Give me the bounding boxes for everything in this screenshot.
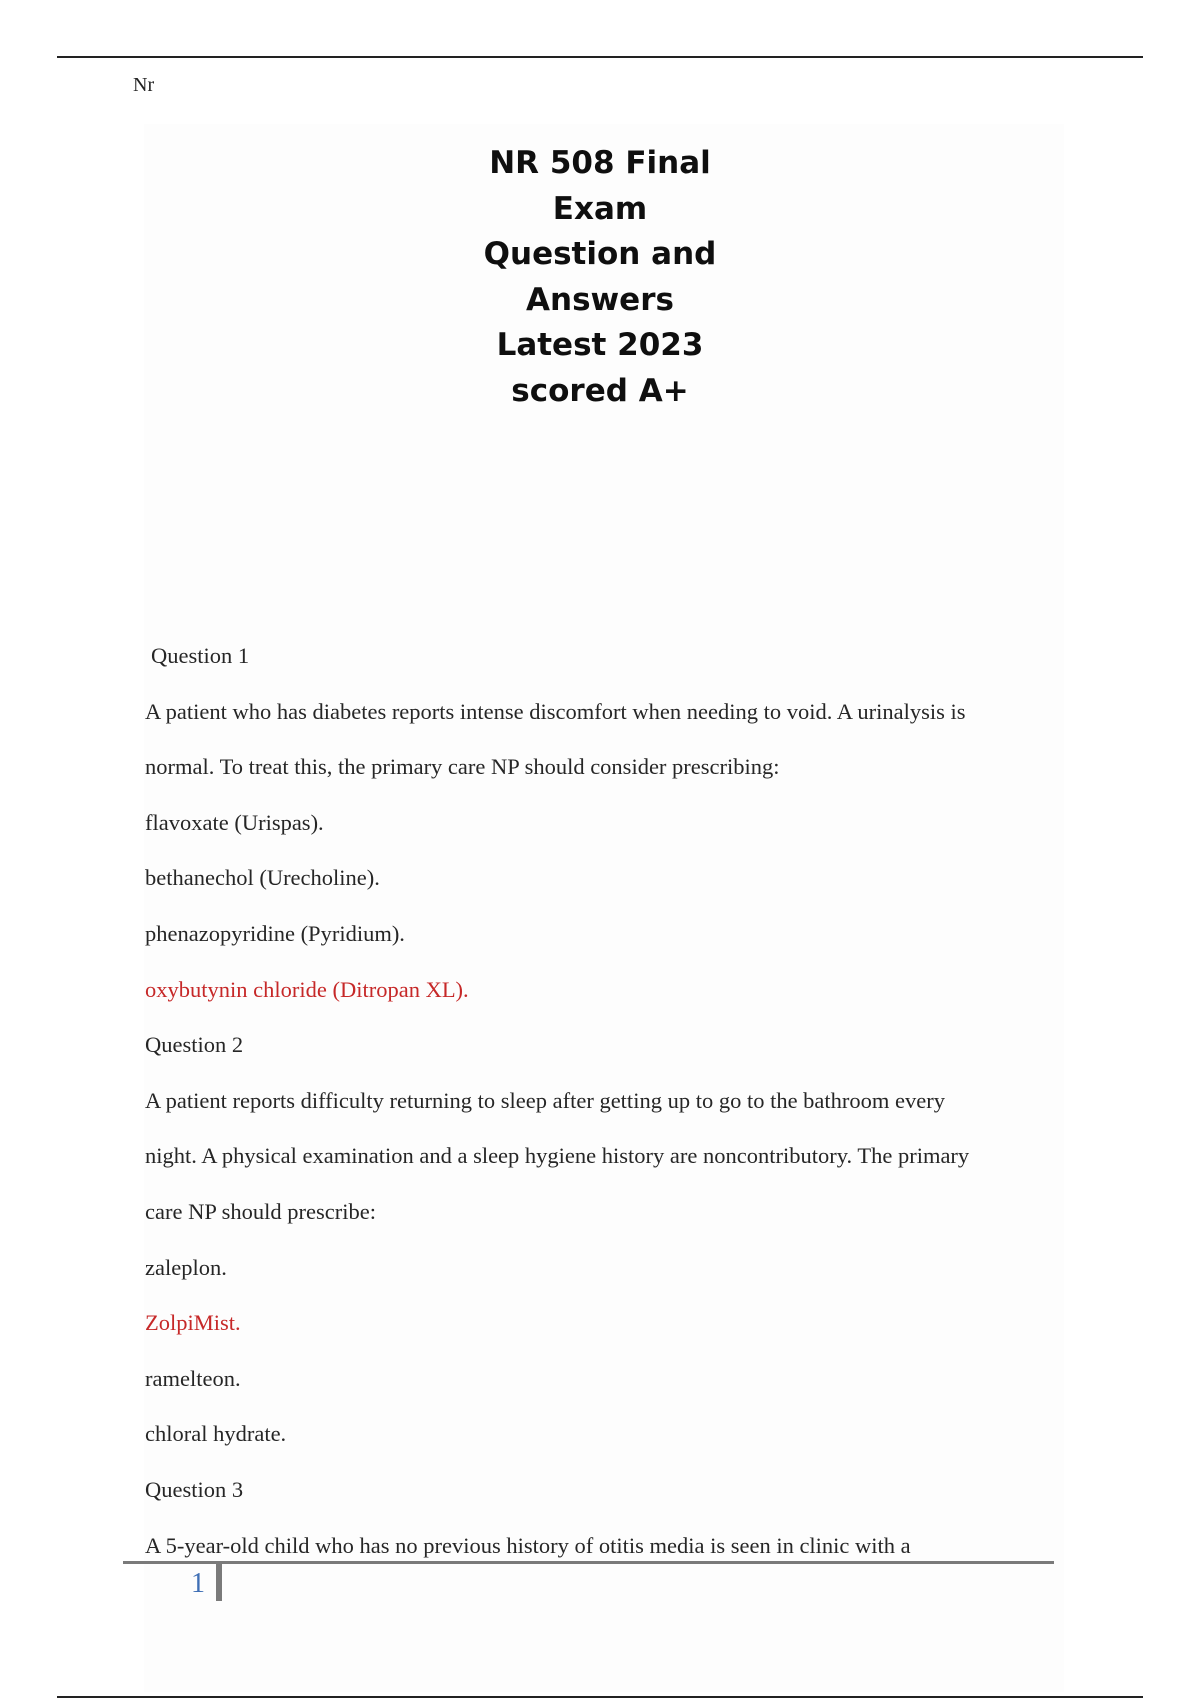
page-header: Nr (133, 74, 155, 96)
question-2-option: chloral hydrate. (145, 1421, 287, 1447)
title-line: NR 508 Final (489, 145, 711, 181)
top-border-rule (57, 56, 1143, 58)
question-2-option: zaleplon. (145, 1254, 227, 1280)
title-line: Answers (526, 281, 674, 318)
question-1-correct-answer: oxybutynin chloride (Ditropan XL). (145, 976, 469, 1002)
title-line: Latest 2023 (496, 327, 704, 363)
footer-rule (123, 1561, 1054, 1564)
question-1-stem-line: A patient who has diabetes reports intense discomfort when needing to void. A urinalysis is (145, 698, 966, 724)
page-number: 1 (191, 1568, 205, 1599)
title-line: scored A+ (511, 372, 689, 409)
question-2-stem-line: care NP should prescribe: (145, 1198, 376, 1224)
question-list (145, 628, 1045, 1573)
question-1-option: bethanechol (Urecholine). (145, 865, 380, 891)
question-2-stem-line: A patient reports difficulty returning to sleep after getting up to go to the bathroom every (145, 1087, 946, 1113)
title-line: Exam (552, 190, 648, 227)
page-number-bar (216, 1564, 222, 1601)
question-2-label: Question 2 (145, 1032, 244, 1058)
question-3-stem-line: A 5-year-old child who has no previous history of otitis media is seen in clinic with a (145, 1532, 911, 1558)
title-line: Question and (483, 236, 717, 272)
question-2-option: ramelteon. (145, 1365, 241, 1391)
question-2-stem-line: night. A physical examination and a sleep hygiene history are noncontributory. The primary (145, 1143, 970, 1169)
question-1-option: phenazopyridine (Pyridium). (145, 920, 405, 946)
document-title (400, 141, 800, 414)
question-1-stem-line: normal. To treat this, the primary care NP should consider prescribing: (145, 754, 780, 780)
question-1-label: Question 1 (151, 643, 250, 668)
question-3-label: Question 3 (145, 1476, 244, 1502)
question-1-option: flavoxate (Urispas). (145, 809, 324, 835)
bottom-border-rule (57, 1696, 1143, 1698)
question-2-correct-answer: ZolpiMist. (145, 1310, 241, 1336)
